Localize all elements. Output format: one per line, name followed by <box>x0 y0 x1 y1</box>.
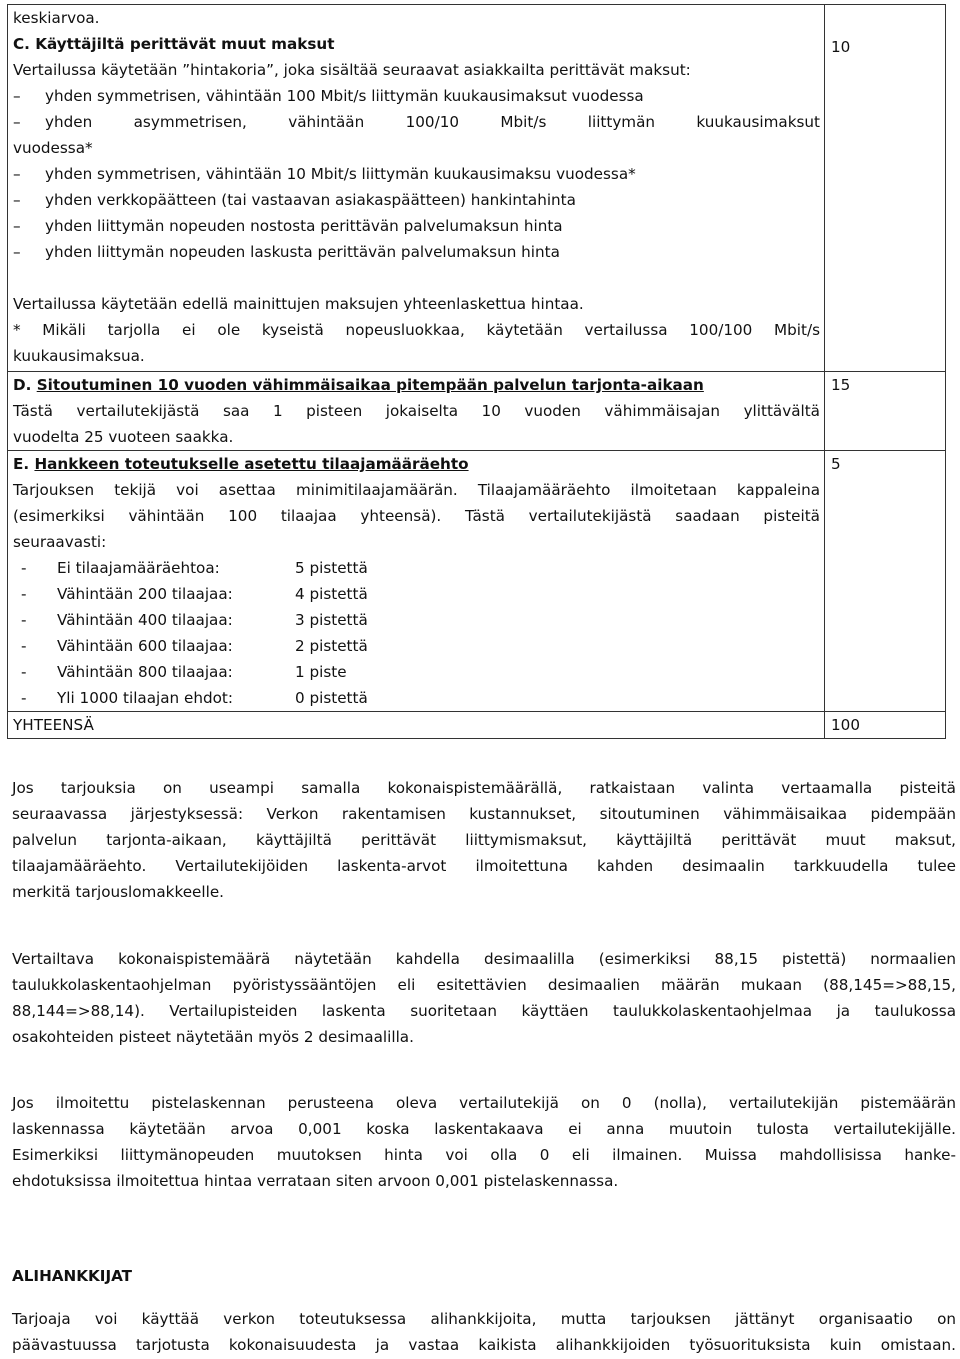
list-item: - Vähintään 200 tilaajaa: 4 pistettä <box>21 585 368 603</box>
section-c-content <box>8 5 825 372</box>
section-d-points: 15 <box>825 372 946 451</box>
list-item: - Vähintään 800 tilaajaa: 1 piste <box>21 663 347 681</box>
section-e-points: 5 <box>825 451 946 712</box>
list-item: - Vähintään 400 tilaajaa: 3 pistettä <box>21 611 368 629</box>
section-d-content <box>8 372 825 451</box>
list-item: - Yli 1000 tilaajan ehdot: 0 pistettä <box>21 689 368 707</box>
list-item: – yhden liittymän nopeuden laskusta perittävän palvelumaksun hinta <box>13 243 560 261</box>
list-item: – yhden asymmetrisen, vähintään 100/10 Mbit/s liittymän kuukausimaksut <box>13 113 820 131</box>
section-e-text: Tarjouksen tekijä voi asettaa minimitilaajamäärän. Tilaajamääräehto ilmoitetaan kappaleina <box>13 481 820 499</box>
list-item: - Vähintään 600 tilaajaa: 2 pistettä <box>21 637 368 655</box>
section-c-footnote-cont: kuukausimaksua. <box>13 347 145 365</box>
section-e-text: seuraavasti: <box>13 533 107 551</box>
paragraph-subcontractors: Tarjoaja voi käyttää verkon toteutuksessa alihankkijoita, mutta tarjouksen jättänyt organisaatio on päävastuussa tarjotusta kokonaisuudesta ja vastaa kaikista alihankkijoiden työsuorituksista kuin omistaan. <box>12 1310 956 1354</box>
total-label: YHTEENSÄ <box>8 712 825 739</box>
paragraph-tiebreak: Jos tarjouksia on useampi samalla kokonaispistemäärällä, ratkaistaan valinta vertaamalla pisteitä seuraavassa järjestyksessä: Verkon rakentamisen kustannukset, sitoutuminen vähimmäisaikaa pidempään palvelun tarjonta-aikaan, käyttäjiltä perittävät liittymismaksut, käyttäjiltä perittävät muut maksut, tilaajamääräehto. Vertailutekijöiden laskenta-arvot ilmoitettuna kahden desimaalin tarkkuudella tulee merkitä tarjouslomakkeelle. <box>12 779 956 901</box>
section-c-footnote: * Mikäli tarjolla ei ole kyseistä nopeusluokkaa, käytetään vertailussa 100/100 Mbit/s <box>13 321 820 339</box>
section-e-heading: E. Hankkeen toteutukselle asetettu tilaajamääräehto <box>13 455 469 473</box>
list-item: – yhden verkkopäätteen (tai vastaavan asiakaspäätteen) hankintahinta <box>13 191 576 209</box>
section-e-row <box>8 451 946 712</box>
section-d-text: Tästä vertailutekijästä saa 1 pisteen jokaiselta 10 vuoden vähimmäisajan ylittävältä <box>13 402 820 420</box>
evaluation-criteria-table <box>7 4 946 739</box>
section-d-row <box>8 372 946 451</box>
list-item: – yhden symmetrisen, vähintään 10 Mbit/s liittymän kuukausimaksu vuodessa* <box>13 165 636 183</box>
section-c-points: 10 <box>825 5 946 372</box>
section-c-row <box>8 5 946 372</box>
list-item: - Ei tilaajamääräehtoa: 5 pistettä <box>21 559 368 577</box>
list-item: – yhden symmetrisen, vähintään 100 Mbit/s liittymän kuukausimaksut vuodessa <box>13 87 644 105</box>
subcontractors-heading: ALIHANKKIJAT <box>12 1267 133 1285</box>
list-item-continuation: vuodessa* <box>13 139 93 157</box>
section-e-text: (esimerkiksi vähintään 100 tilaajaa yhteensä). Tästä vertailutekijästä saadaan pisteitä <box>13 507 820 525</box>
paragraph-rounding: Vertailtava kokonaispistemäärä näytetään kahdella desimaalilla (esimerkiksi 88,15 pistettä) normaalien taulukkolaskentaohjelman pyöristyssääntöjen eli esitettävien desimaalien määrän mukaan (88,145=>88,15, 88,144=>88,14). Vertailupisteiden laskenta suoritetaan käyttäen taulukkolaskentaohjelmaa ja taulukossa osakohteiden pisteet näytetään myös 2 desimaalilla. <box>12 950 956 1046</box>
top-text: keskiarvoa. <box>13 9 100 27</box>
section-d-text-cont: vuodelta 25 vuoteen saakka. <box>13 428 234 446</box>
section-c-note: Vertailussa käytetään edellä mainittujen maksujen yhteenlaskettua hintaa. <box>13 295 584 313</box>
section-c-heading: C. Käyttäjiltä perittävät muut maksut <box>13 35 335 53</box>
total-row <box>8 712 946 739</box>
total-points: 100 <box>825 712 946 739</box>
section-d-heading: D. Sitoutuminen 10 vuoden vähimmäisaikaa pitempään palvelun tarjonta-aikaan <box>13 376 704 394</box>
section-e-content <box>8 451 825 712</box>
section-c-intro: Vertailussa käytetään ”hintakoria”, joka sisältää seuraavat asiakkailta perittävät maksut: <box>13 61 691 79</box>
paragraph-zero-value: Jos ilmoitettu pistelaskennan perusteena oleva vertailutekijä on 0 (nolla), vertailutekijän pistemäärän laskennassa käytetään arvoa 0,001 koska laskentakaava ei anna muutoin tulosta vertailutekijälle. Esimerkiksi liittymänopeuden muutoksen hinta voi olla 0 eli ilmainen. Muissa mahdollisissa hanke- ehdotuksissa ilmoitettua hintaa verrataan siten arvoon 0,001 pistelaskennassa. <box>12 1094 956 1190</box>
list-item: – yhden liittymän nopeuden nostosta perittävän palvelumaksun hinta <box>13 217 563 235</box>
